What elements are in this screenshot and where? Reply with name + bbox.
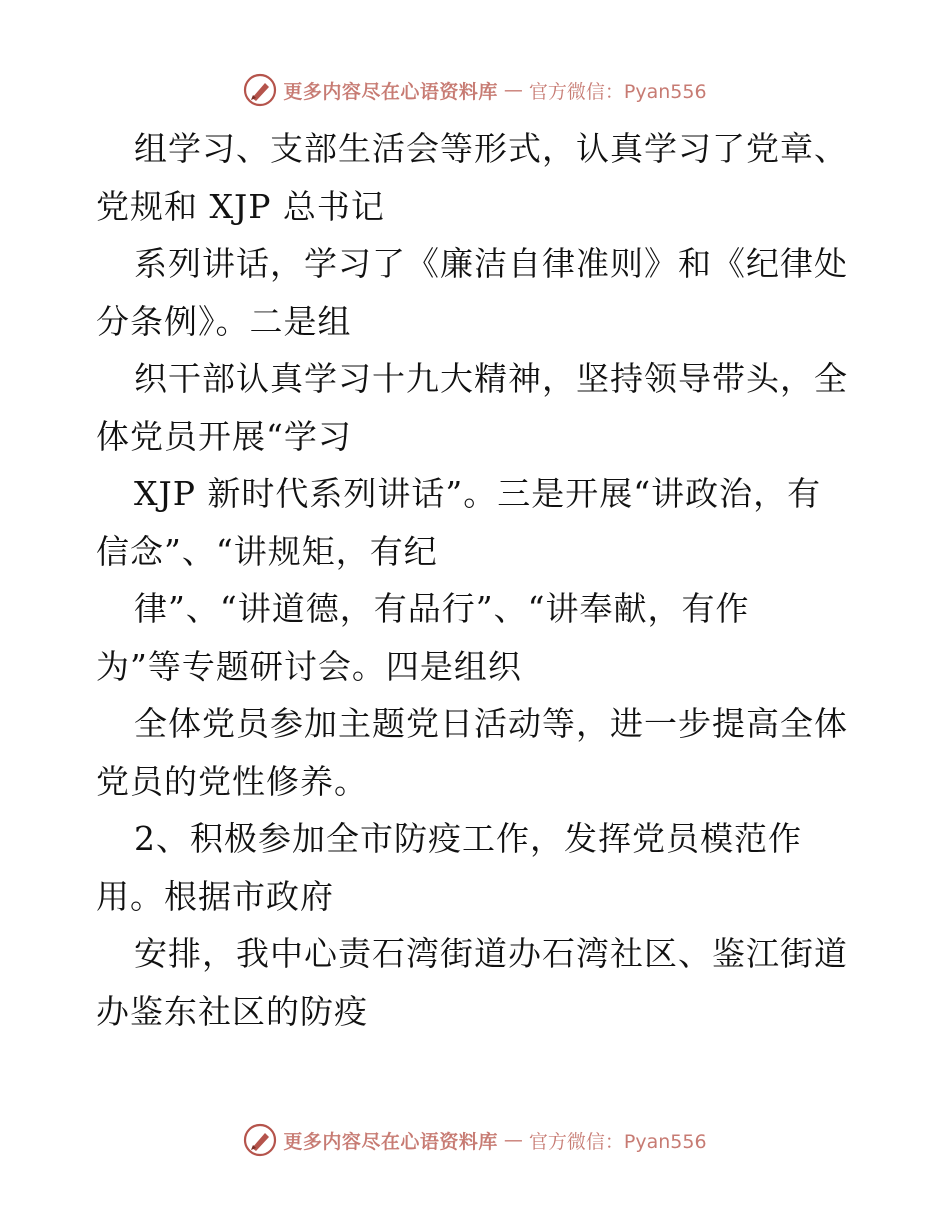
pen-logo-icon (243, 1123, 277, 1157)
body-line: 系列讲话，学习了《廉洁自律准则》和《纪律处 (134, 244, 848, 283)
body-line: 律”、“讲道德，有品行”、“讲奉献，有作 (134, 589, 750, 628)
header-separator: — (503, 79, 523, 101)
body-line: 信念”、“讲规矩，有纪 (96, 531, 438, 571)
body-line: 组学习、支部生活会等形式，认真学习了党章、 (134, 129, 848, 168)
footer-wechat-text: 官方微信：Pyan556 (528, 1130, 707, 1153)
body-line: 用。根据市政府 (96, 876, 334, 916)
body-line: 全体党员参加主题党日活动等，进一步提高全体 (134, 704, 848, 743)
body-line: 办鉴东社区的防疫 (96, 991, 368, 1031)
header-brand-text: 更多内容尽在心语资料库 (283, 80, 498, 103)
header-watermark (0, 70, 950, 110)
footer-watermark (0, 1120, 950, 1160)
body-line: 体党员开展“学习 (96, 416, 352, 456)
document-body (96, 120, 866, 1040)
body-line: 党规和 XJP 总书记 (96, 186, 385, 226)
body-line: 为”等专题研讨会。四是组织 (96, 646, 522, 686)
body-line: 安排，我中心责石湾街道办石湾社区、鉴江街道 (134, 934, 848, 973)
body-line: XJP 新时代系列讲话”。三是开展“讲政治，有 (134, 474, 822, 513)
pen-logo-icon (243, 73, 277, 107)
header-wechat-text: 官方微信：Pyan556 (528, 80, 707, 103)
body-line: 织干部认真学习十九大精神，坚持领导带头，全 (134, 359, 848, 398)
body-line: 分条例》。二是组 (96, 301, 352, 341)
footer-separator: — (503, 1129, 523, 1151)
body-line: 2、积极参加全市防疫工作，发挥党员模范作 (134, 819, 802, 858)
footer-brand-text: 更多内容尽在心语资料库 (283, 1130, 498, 1153)
body-line: 党员的党性修养。 (96, 761, 368, 801)
